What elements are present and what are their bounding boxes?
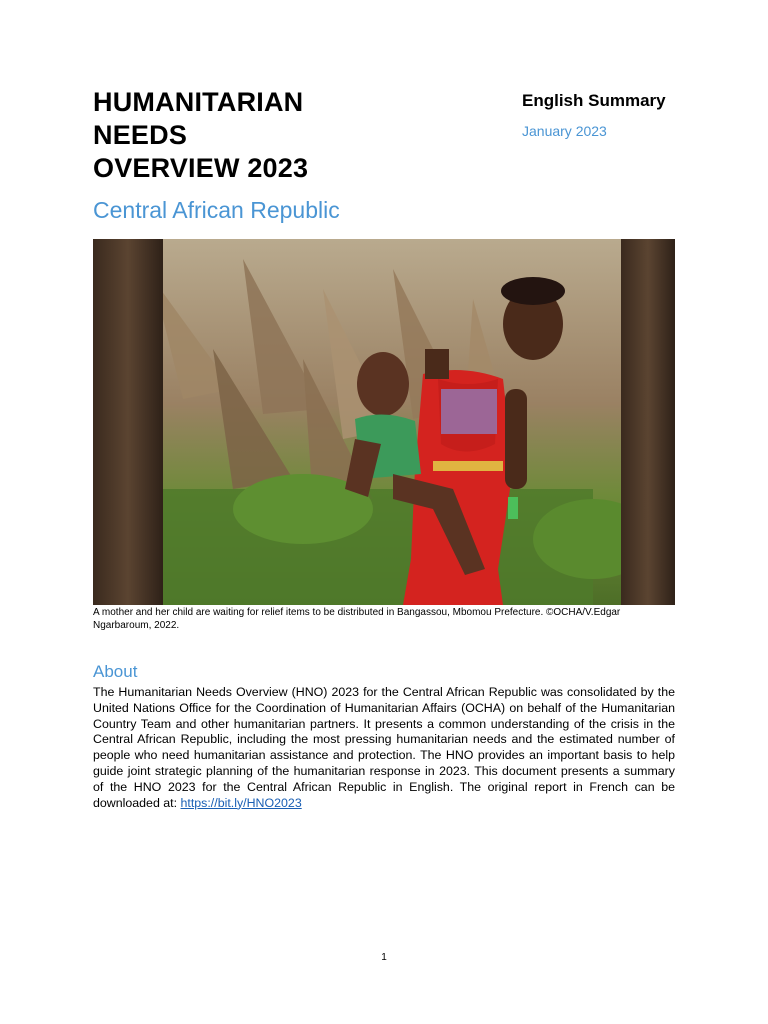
title-line: OVERVIEW 2023 xyxy=(93,153,309,183)
ground-vegetation xyxy=(153,489,593,605)
about-paragraph xyxy=(93,685,675,811)
summary-label: English Summary xyxy=(522,91,666,110)
about-text: The Humanitarian Needs Overview (HNO) 2023 for the Central African Republic was consolidated by the United Nations Office for the Coordination of Humanitarian Affairs (OCHA) on behalf of the Humanitarian Country Team and other humanitarian partners. It presents a common understanding of the crisis in the Central African Republic, including the most pressing humanitarian needs and the estimated number of people who need humanitarian assistance and protection. The HNO provides an important basis to help guide joint strategic planning of the humanitarian response in 2023. This document presents a summary of the HNO 2023 for the Central African Republic in English. The original report in French can be downloaded at: xyxy=(93,685,675,810)
cover-photo xyxy=(93,239,675,605)
title-line: HUMANITARIAN xyxy=(93,87,304,117)
document-title xyxy=(93,86,308,185)
about-heading: About xyxy=(93,662,138,681)
hno-french-report-link[interactable]: https://bit.ly/HNO2023 xyxy=(180,795,302,810)
tree-trunk-right xyxy=(621,239,675,605)
title-line: NEEDS xyxy=(93,120,188,150)
tree-trunk-left xyxy=(93,239,163,605)
publication-date: January 2023 xyxy=(522,123,607,139)
photo-caption: A mother and her child are waiting for relief items to be distributed in Bangassou, Mbomou Prefecture. ©OCHA/V.Edgar Ngarbaroum, 2022. xyxy=(93,607,621,631)
country-subtitle: Central African Republic xyxy=(93,197,340,223)
page-number: 1 xyxy=(381,952,387,963)
